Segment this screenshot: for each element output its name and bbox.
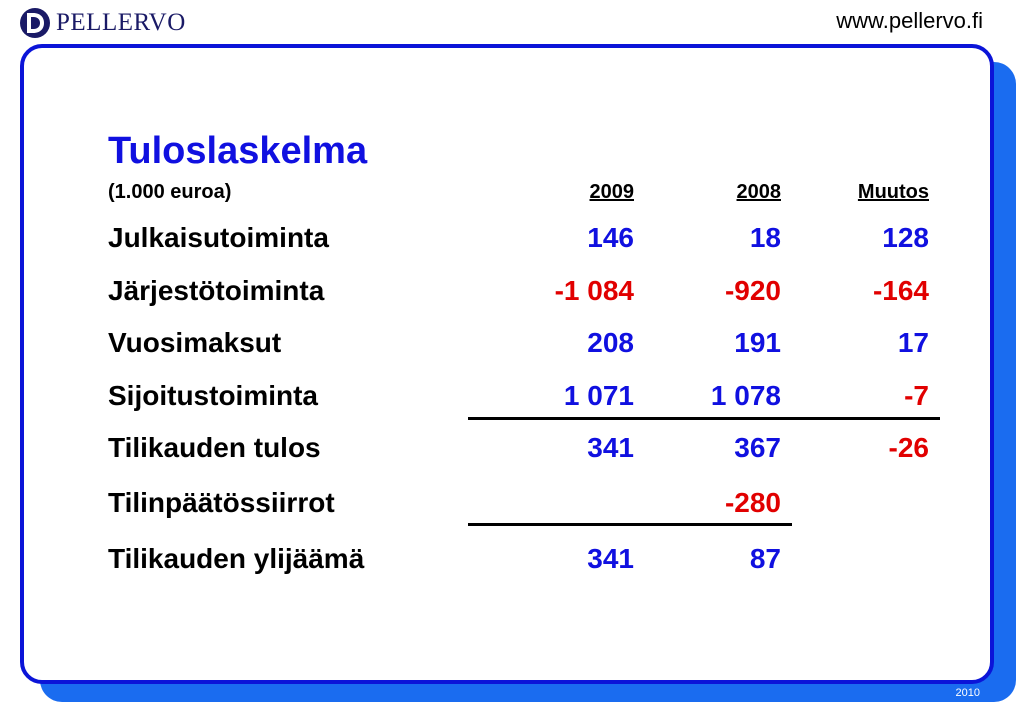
value-cell: 367 (734, 432, 781, 463)
row-label-tilikauden-tulos: Tilikauden tulos (108, 432, 321, 463)
row-label-julkaisutoiminta: Julkaisutoiminta (108, 222, 329, 253)
subtotal-rule (468, 417, 940, 420)
value-cell: 1 071 (563, 380, 634, 411)
value-cell: 191 (734, 327, 781, 358)
page-title: Tuloslaskelma (108, 130, 368, 172)
pellervo-logo-mark-icon (18, 6, 52, 40)
column-header-2008: 2008 (736, 181, 781, 203)
value-cell: -280 (724, 487, 781, 518)
column-header-2009: 2009 (589, 181, 634, 203)
site-url[interactable]: www.pellervo.fi (836, 8, 983, 33)
value-cell: 341 (587, 543, 634, 574)
value-cell: -7 (904, 380, 929, 411)
value-cell: 208 (587, 327, 634, 358)
column-header-change: Muutos (857, 181, 929, 203)
unit-label: (1.000 euroa) (108, 181, 232, 203)
value-cell: 1 078 (710, 380, 781, 411)
value-cell: 18 (749, 222, 781, 253)
value-cell: 128 (882, 222, 929, 253)
value-cell: -1 084 (554, 275, 634, 306)
row-label-vuosimaksut: Vuosimaksut (108, 327, 282, 358)
row-label-jarjestotoiminta: Järjestötoiminta (108, 275, 325, 306)
value-cell: 341 (587, 432, 634, 463)
logo-text: PELLERVO (56, 9, 186, 36)
value-cell: 17 (897, 327, 929, 358)
row-label-sijoitustoiminta: Sijoitustoiminta (108, 380, 318, 411)
total-rule (468, 523, 792, 526)
row-label-tilikauden-ylijaama: Tilikauden ylijäämä (108, 543, 365, 574)
value-cell: 87 (749, 543, 781, 574)
value-cell: -26 (888, 432, 929, 463)
year-mark: 2010 (955, 687, 980, 699)
value-cell: -920 (724, 275, 781, 306)
value-cell: -164 (872, 275, 929, 306)
row-label-tilinpaatossiirrot: Tilinpäätössiirrot (108, 487, 335, 518)
pellervo-logo (18, 6, 186, 40)
value-cell: 146 (587, 222, 634, 253)
